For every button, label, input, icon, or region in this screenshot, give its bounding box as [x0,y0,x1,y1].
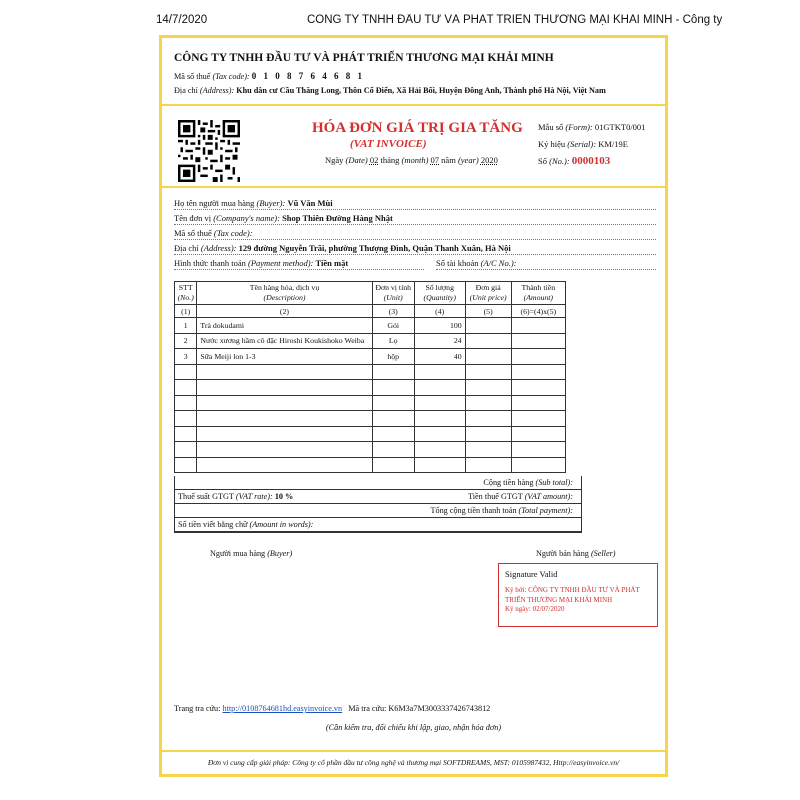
payment-method-line: Hình thức thanh toán (Payment method): Tiền mặt [174,258,424,270]
table-row [175,380,566,396]
invoice-month: 07 [430,155,440,165]
invoice-date: Ngày (Date) 02 tháng (month) 07 năm (year) 2020 [325,155,498,165]
col-stt: STT (No.) [175,282,197,305]
print-title: CÔNG TY TNHH ĐẦU TƯ VÀ PHÁT TRIỂN THƯƠNG MẠI KHẢI MINH - Công ty [307,14,723,26]
table-row: 3 Sữa Meiji lon 1-3 hộp 40 [175,349,566,365]
signature-valid-title: Signature Valid [505,569,558,579]
lookup-line: Trang tra cứu: http://0108764681hd.easyinvoice.vn Mã tra cứu: K6M3a7M3003337426743812 [174,704,491,713]
buyer-company: Shop Thiên Đường Hàng Nhật [282,213,393,223]
buyer-signature-label: Người mua hàng (Buyer) [210,549,293,558]
seller-address: Khu dân cư Cầu Thăng Long, Thôn Cổ Điển, Xã Hải Bối, Huyện Đông Anh, Thành phố Hà Nội, Việt Nam [236,86,606,95]
invoice-day: 02 [369,155,379,165]
divider [162,104,665,106]
invoice-title: HÓA ĐƠN GIÁ TRỊ GIA TĂNG [312,120,523,136]
buyer-address-line: Địa chỉ (Address): 129 đường Nguyễn Trãi, phường Thượng Đình, Quận Thanh Xuân, Hà Nội [174,243,656,255]
table-row: 1 Trà dokudami Gói 100 [175,318,566,334]
totals-section [174,476,582,533]
lookup-code: K6M3a7M3003337426743812 [388,704,491,713]
invoice-subtitle: (VAT INVOICE) [350,138,427,150]
col-amount: Thành tiền (Amount) [511,282,565,305]
print-date: 14/7/2020 [156,14,208,26]
table-row [175,395,566,411]
items-table [174,281,566,473]
table-row [175,442,566,458]
table-header-row [175,282,566,305]
buyer-tax-line: Mã số thuế (Tax code): [174,228,656,240]
seller-tax-code: 0 1 0 8 7 6 4 6 8 1 [251,71,365,81]
invoice-serial: Ký hiệu (Serial): KM/19E [538,139,628,149]
provider-line: Đơn vị cung cấp giải pháp: Công ty cổ phần đầu tư công nghệ và thương mại SOFTDREAMS, MST: 0105987432, Http://easyinvoice.vn/ [207,758,620,767]
account-number-line: Số tài khoản (A/C No.): [436,258,656,270]
table-index-row: (1) (2) (3) (4) (5) (6)=(4)x(5) [175,305,566,318]
col-quantity: Số lượng (Quantity) [414,282,465,305]
buyer-name-line: Họ tên người mua hàng (Buyer): Vũ Văn Mùi [174,198,656,210]
lookup-note: (Cần kiểm tra, đối chiếu khi lập, giao, nhận hóa đơn) [325,723,502,732]
invoice-year: 2020 [480,155,498,165]
vat-rate: 10 % [274,492,294,501]
divider [162,750,665,752]
seller-name: CÔNG TY TNHH ĐẦU TƯ VÀ PHÁT TRIỂN THƯƠNG MẠI KHẢI MINH [174,52,554,64]
payment-method: Tiền mặt [315,258,349,268]
invoice-number: Số (No.): 0000103 [538,155,611,167]
amount-in-words-row: Số tiền viết bằng chữ (Amount in words): [175,518,581,532]
col-unit-price: Đơn giá (Unit price) [465,282,511,305]
seller-signature-label: Người bán hàng (Seller) [536,549,616,558]
table-row [175,426,566,442]
buyer-address: 129 đường Nguyễn Trãi, phường Thượng Đình, Quận Thanh Xuân, Hà Nội [238,243,511,253]
table-row: 2 Nước xương hầm cô đặc Hiroshi Koukishoko Weiba Lọ 24 [175,333,566,349]
signature-valid-box [498,563,658,627]
print-header [0,14,800,30]
table-row [175,364,566,380]
seller-address-line: Địa chỉ (Address): Khu dân cư Cầu Thăng Long, Thôn Cổ Điển, Xã Hải Bối, Huyện Đông Anh, Thành phố Hà Nội, Việt Nam [174,86,606,95]
qr-code-icon [178,120,240,182]
table-row [175,457,566,473]
lookup-link[interactable]: http://0108764681hd.easyinvoice.vn [222,704,343,713]
subtotal-row: Cộng tiền hàng (Sub total): [175,476,581,490]
signed-by: Ký bởi: CÔNG TY TNHH ĐẦU TƯ VÀ PHÁT TRIỂN THƯƠNG MẠI KHẢI MINH [505,586,640,604]
signed-date: Ký ngày: 02/07/2020 [505,605,565,613]
col-description: Tên hàng hóa, dịch vụ (Description) [197,282,372,305]
invoice-page [159,35,668,777]
vat-row: Thuế suất GTGT (VAT rate): 10 % Tiền thuế GTGT (VAT amount): [175,490,581,504]
invoice-form: Mẫu số (Form): 01GTKT0/001 [538,122,646,132]
table-row [175,411,566,427]
total-payment-row: Tổng cộng tiền thanh toán (Total payment): [175,504,581,518]
seller-tax-line: Mã số thuế (Tax code): 0 1 0 8 7 6 4 6 8 1 [174,71,365,81]
buyer-company-line: Tên đơn vị (Company's name): Shop Thiên Đường Hàng Nhật [174,213,656,225]
buyer-name: Vũ Văn Mùi [287,198,333,208]
divider [162,186,665,188]
col-unit: Đơn vị tính (Unit) [372,282,414,305]
